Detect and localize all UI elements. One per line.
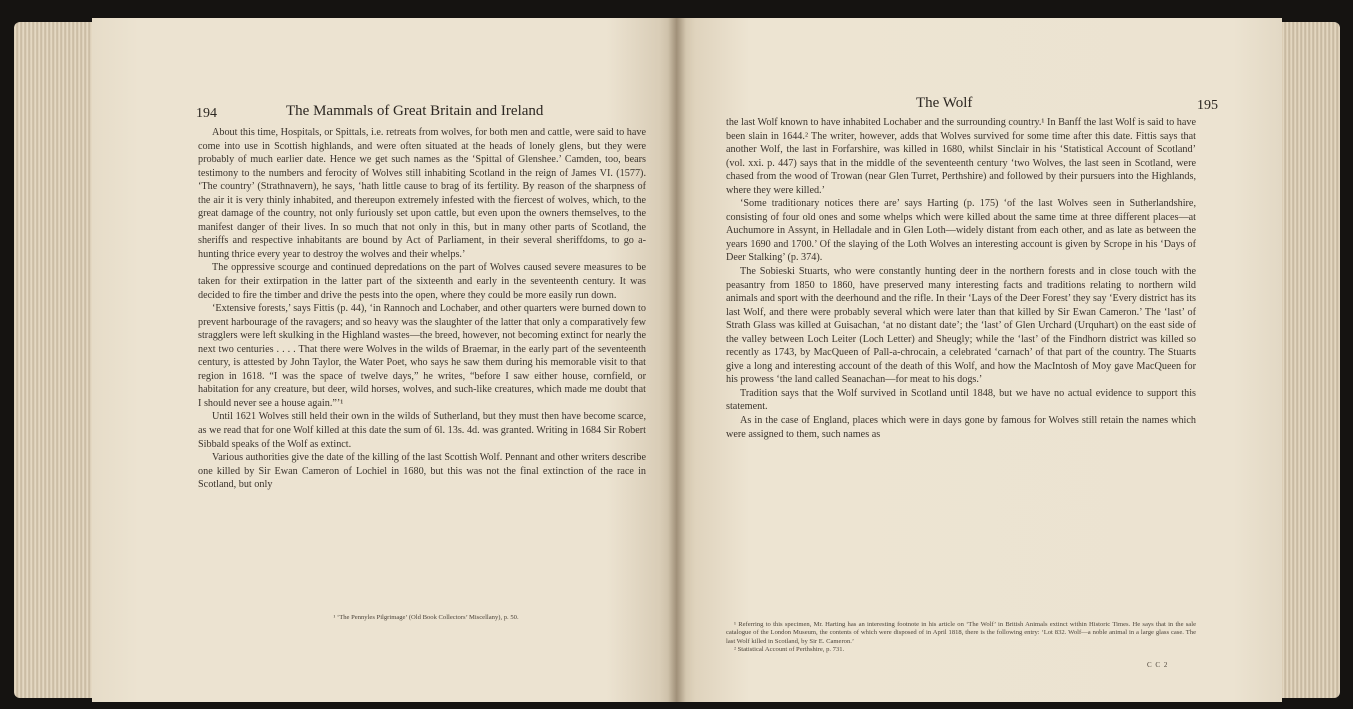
left-running-head: The Mammals of Great Britain and Ireland bbox=[286, 103, 544, 119]
left-page-number: 194 bbox=[196, 106, 217, 121]
left-footnote bbox=[198, 614, 646, 622]
left-footnote-text: ¹ ‘The Pennyles Pilgrimage’ (Old Book Collectors’ Miscellany), p. 50. bbox=[333, 614, 519, 621]
right-footnote-text: ¹ Referring to this specimen, Mr. Harting has an interesting footnote in his article on ‘The Wolf’ in British Animals extinct within Historic Times. He says that in the sale catalogue of the London Museum, the contents of which were disposed of in April 1818, there is the following entry: ‘Lot 832. Wolf—a noble animal in a large glass case. The last Wolf killed in Scotland, by Sir E. Cameron.’ bbox=[726, 621, 1196, 645]
right-footnotes bbox=[726, 621, 1196, 655]
left-paragraph: Various authorities give the date of the killing of the last Scottish Wolf. Pennant and other writers describe one killed by Sir Ewan Cameron of Lochiel in 1680, but this was not the final extinction of the race in Scotland, but only bbox=[198, 452, 646, 491]
signature-mark: C C 2 bbox=[1147, 661, 1169, 669]
left-page bbox=[92, 18, 677, 702]
right-page bbox=[677, 18, 1282, 702]
right-body-text bbox=[726, 116, 1196, 441]
right-paragraph: Tradition says that the Wolf survived in Scotland until 1848, but we have no actual evidence to support this statement. bbox=[726, 387, 1196, 413]
left-paragraph: ‘Extensive forests,’ says Fittis (p. 44), ‘in Rannoch and Lochaber, and other quarters were burned down to prevent harbourage of the ravagers; and so heavy was the slaughter of the latter that only a comparatively few stragglers were left skulking in the Highland wastes—the breed, however, not becoming extinct for nearly the next two centuries . . . . That there were Wolves in the wilds of Braemar, in the early part of the seventeenth century, is attested by John Taylor, the Water Poet, who says he saw them during his memorable visit to that region in 1618. “I was the space of twelve days,” he writes, “before I saw either house, cornfield, or habitation for any creature, but deer, wild horses, wolves, and such-like creatures, which made me doubt that I should never see a house again.”’¹ bbox=[198, 303, 646, 409]
right-paragraph: The Sobieski Stuarts, who were constantly hunting deer in the northern forests and in close touch with the peasantry from 1850 to 1860, have preserved many interesting facts and traditions relating to northern wild animals and sport with the deerhound and the rifle. In their ‘Lays of the Deer Forest’ they say ‘Every district has its last Wolf, and there were probably several which were later than that killed by Sir Ewan Cameron.’ The ‘last’ of Strath Glass was killed at Guisachan, ‘at no distant date’; the ‘last’ of Glen Urchard (Urquhart) on the east side of the valley between Loch Leiter (Loch Letter) and Sheugly; while the ‘last’ of the Findhorn district was killed so recently as 1743, by MacQueen of Pall-a-chrocain, a celebrated ‘carnach’ of that part of the country. The Stuarts give a long and interesting account of the death of this Wolf, and how the MacIntosh of Moy gave MacQueen for his prowess ‘the land called Seanachan—for meat to his dogs.’ bbox=[726, 266, 1196, 386]
left-paragraph: The oppressive scourge and continued depredations on the part of Wolves caused severe measures to be taken for their extirpation in the latter part of the sixteenth and early in the seventeenth century. It was decided to fire the timber and drive the pests into the open, where they could be more easily run down. bbox=[198, 262, 646, 301]
right-page-edges bbox=[1278, 22, 1340, 698]
book-gutter bbox=[668, 18, 686, 702]
left-body-text bbox=[198, 126, 646, 492]
right-running-head: The Wolf bbox=[916, 95, 973, 111]
left-paragraph: About this time, Hospitals, or Spittals, i.e. retreats from wolves, for both men and cattle, were said to have come into use in Scottish highlands, and were often situated at the heads of lonely glens, but they were probably of much earlier date. Hence we get such names as the ‘Spittal of Glenshee.’ Camden, too, bears testimony to the numbers and ferocity of Wolves still inhabiting Scotland in the reign of James VI. (1577). ‘The country’ (Strathnavern), he says, ‘hath little cause to brag of its fertility. By reason of the sharpness of the air it is very thinly inhabited, and thereupon extremely infested with the fiercest of wolves, which, to the great damage of the country, not only furiously set upon cattle, but even upon the owners themselves, to the manifest danger of their lives. In so much that not only in this, but in many other parts of Scotland, the sheriffs and respective inhabitants are bound by Act of Parliament, in their several sheriffdoms, to go a-hunting thrice every year to destroy the wolves and their whelps.’ bbox=[198, 127, 646, 260]
right-paragraph: As in the case of England, places which were in days gone by famous for Wolves still retain the names which were assigned to them, such names as bbox=[726, 415, 1196, 440]
right-footnote-text: ² Statistical Account of Perthshire, p. 731. bbox=[734, 646, 845, 654]
left-page-edges bbox=[14, 22, 100, 698]
left-paragraph: Until 1621 Wolves still held their own in the wilds of Sutherland, but they must then have become scarce, as we read that for one Wolf killed at this date the sum of 6l. 13s. 4d. was granted. Writing in 1684 Sir Robert Sibbald speaks of the Wolf as extinct. bbox=[198, 411, 646, 450]
right-paragraph: ‘Some traditionary notices there are’ says Harting (p. 175) ‘of the last Wolves seen in Sutherlandshire, consisting of four old ones and some whelps which were killed about the same time at three different places—at Auchumore in Assynt, in Helladale and in Glen Loth—widely distant from each other, and as late as between the years 1690 and 1700.’ Of the slaying of the Loth Wolves an interesting account is given by Scrope in his ‘Days of Deer Stalking’ (p. 374). bbox=[726, 198, 1196, 264]
right-paragraph: the last Wolf known to have inhabited Lochaber and the surrounding country.¹ In Banff the last Wolf is said to have been slain in 1644.² The writer, however, adds that Wolves survived for some time after this date. Fittis says that another Wolf, the last in Forfarshire, was killed in 1680, whilst Sinclair in his ‘Statistical Account of Scotland’ (vol. xxi. p. 447) says that in the middle of the seventeenth century ‘two Wolves, the last seen in Scotland, were chased from the wood of Trowan (near Glen Turret, Perthshire) and followed by their pursuers into the Highlands, where they were killed.’ bbox=[726, 117, 1196, 196]
right-page-number: 195 bbox=[1197, 98, 1218, 113]
